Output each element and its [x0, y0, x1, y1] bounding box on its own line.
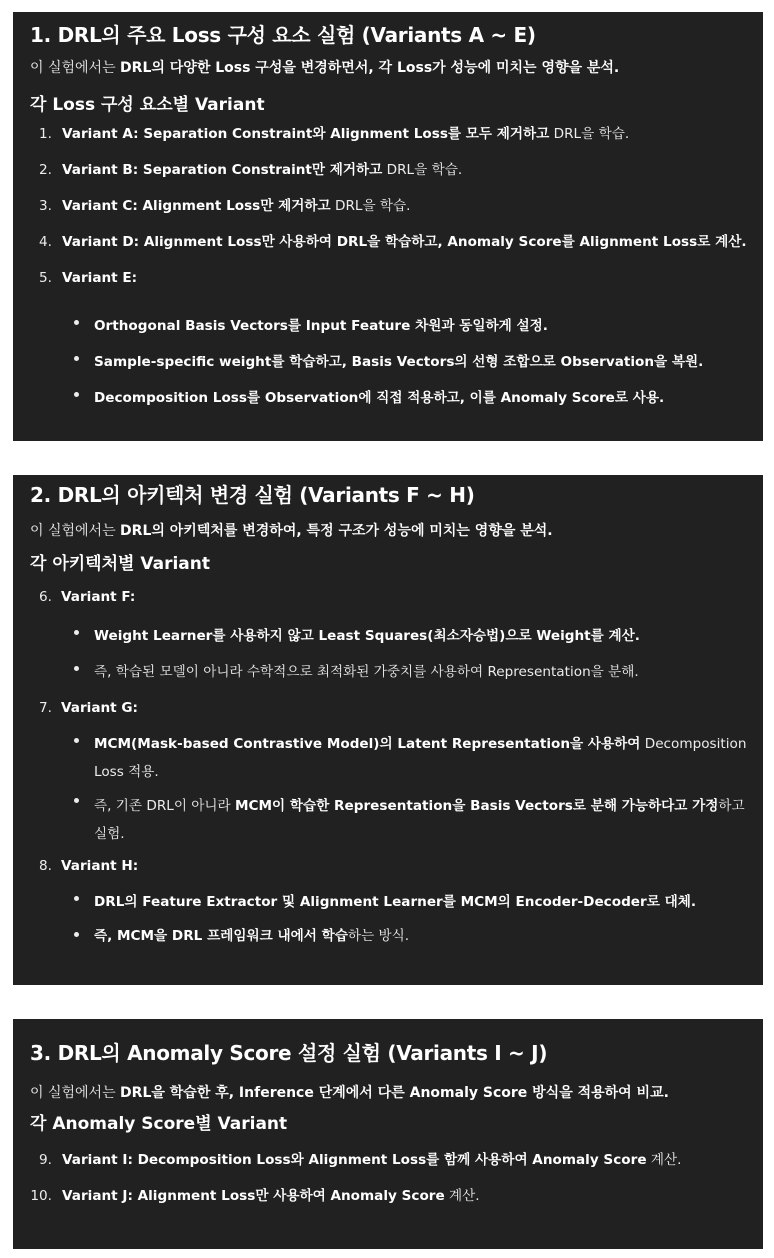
- variant-h: 8. Variant H:: [39, 858, 139, 874]
- list-item: 9. Variant I: Decomposition Loss와 Alignment Loss를 함께 사용하여 Anomaly Score 계산.: [39, 1152, 682, 1168]
- list-item: 1. Variant A: Separation Constraint와 Alignment Loss를 모두 제거하고 DRL을 학습.: [39, 126, 630, 142]
- section-intro: 이 실험에서는 DRL의 다양한 Loss 구성을 변경하면서, 각 Loss가 성능에 미치는 영향을 분석.: [30, 60, 620, 76]
- list-item: 2. Variant B: Separation Constraint만 제거하고 DRL을 학습.: [39, 162, 463, 178]
- list-item: 5. Variant E:: [39, 270, 138, 286]
- bullet-item: 즉, MCM을 DRL 프레임워크 내에서 학습하는 방식.: [30, 920, 749, 952]
- variant-list: [30, 1147, 749, 1219]
- section-card-3: [13, 1019, 763, 1249]
- section-subtitle: 각 아키텍처별 Variant: [30, 554, 210, 574]
- list-item: 4. Variant D: Alignment Loss만 사용하여 DRL을 학습하고, Anomaly Score를 Alignment Loss로 계산.: [39, 234, 747, 250]
- section-subtitle: 각 Anomaly Score별 Variant: [30, 1114, 288, 1134]
- list-item: 10. Variant J: Alignment Loss만 사용하여 Anomaly Score 계산.: [30, 1188, 480, 1204]
- bullet-list: [30, 884, 749, 952]
- bullet-item: Decomposition Loss를 Observation에 직접 적용하고, 이를 Anomaly Score로 사용.: [30, 380, 749, 416]
- bullet-list: [30, 726, 749, 848]
- section-card-1: [13, 12, 763, 441]
- bullet-item: 즉, 학습된 모델이 아니라 수학적으로 최적화된 가중치를 사용하여 Representation을 분해.: [30, 654, 749, 690]
- section-title: 3. DRL의 Anomaly Score 설정 실험 (Variants I ~ J): [30, 1041, 548, 1065]
- section-subtitle: 각 Loss 구성 요소별 Variant: [30, 95, 265, 115]
- bullet-item: Orthogonal Basis Vectors를 Input Feature 차원과 동일하게 설정.: [30, 308, 749, 344]
- bullet-item: DRL의 Feature Extractor 및 Alignment Learner를 MCM의 Encoder-Decoder로 대체.: [30, 884, 749, 920]
- section-title: 1. DRL의 주요 Loss 구성 요소 실험 (Variants A ~ E): [30, 23, 536, 47]
- bullet-item: 즉, 기존 DRL이 아니라 MCM이 학습한 Representation을 Basis Vectors로 분해 가능하다고 가정하고 실험.: [30, 786, 749, 848]
- variant-list: [30, 124, 749, 304]
- section-intro: 이 실험에서는 DRL을 학습한 후, Inference 단계에서 다른 Anomaly Score 방식을 적용하여 비교.: [30, 1085, 669, 1101]
- variant-g: 7. Variant G:: [39, 700, 138, 716]
- variant-f: 6. Variant F:: [39, 589, 136, 605]
- bullet-item: Sample-specific weight를 학습하고, Basis Vectors의 선형 조합으로 Observation을 복원.: [30, 344, 749, 380]
- bullet-list: [30, 308, 749, 416]
- bullet-list: [30, 618, 749, 690]
- section-card-2: [13, 475, 763, 985]
- bullet-item: MCM(Mask-based Contrastive Model)의 Latent Representation을 사용하여 Decomposition Loss 적용.: [30, 726, 749, 786]
- list-item: 3. Variant C: Alignment Loss만 제거하고 DRL을 학습.: [39, 198, 411, 214]
- bullet-item: Weight Learner를 사용하지 않고 Least Squares(최소자승법)으로 Weight를 계산.: [30, 618, 749, 654]
- section-intro: 이 실험에서는 DRL의 아키텍처를 변경하여, 특정 구조가 성능에 미치는 영향을 분석.: [30, 523, 553, 539]
- section-title: 2. DRL의 아키텍처 변경 실험 (Variants F ~ H): [30, 483, 475, 507]
